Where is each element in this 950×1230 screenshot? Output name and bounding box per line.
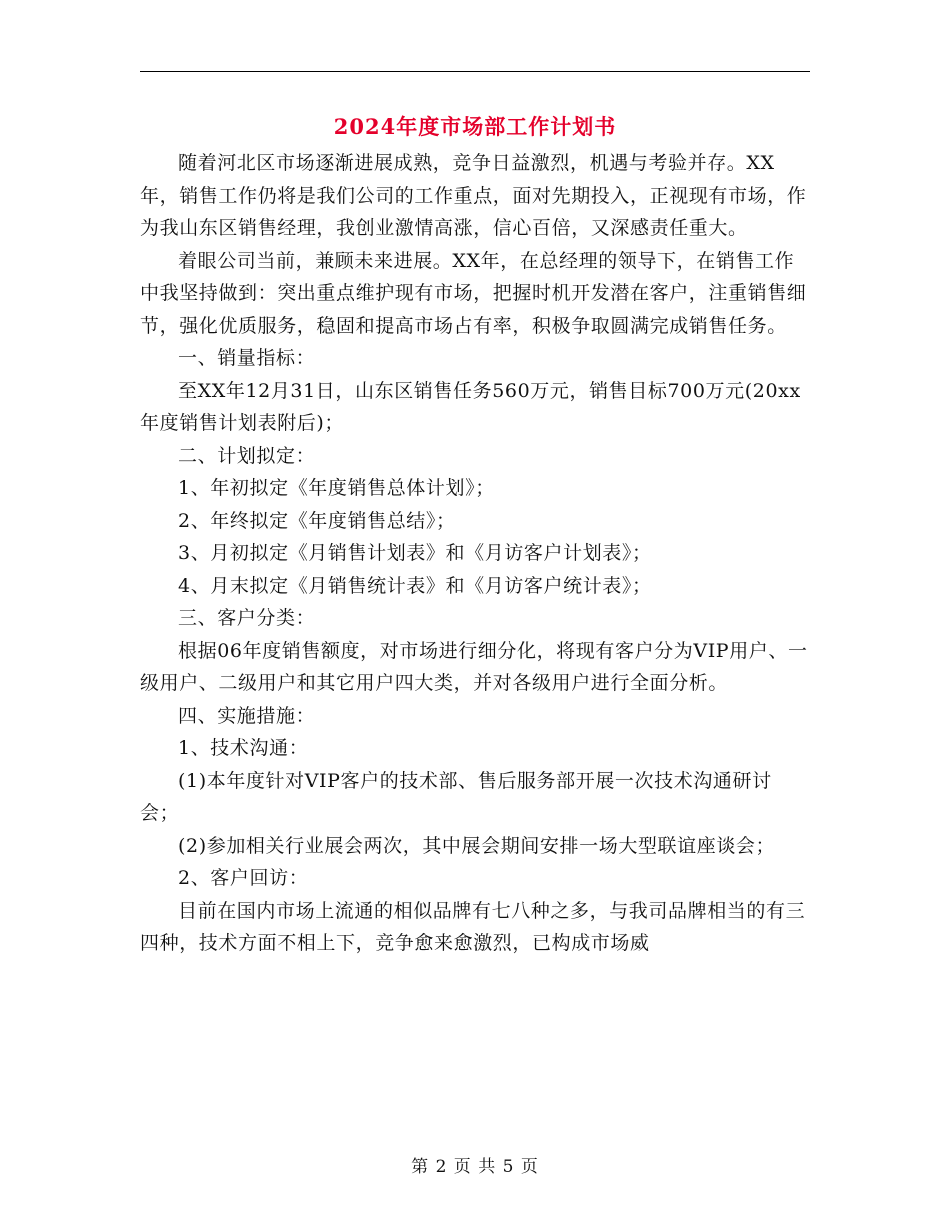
document-body [140,147,810,960]
list-item: 1、年初拟定《年度销售总体计划》； [178,477,495,499]
list-item: (1)本年度针对VIP客户的技术部、售后服务部开展一次技术沟通研讨会； [140,769,772,824]
section-heading: 二、计划拟定： [178,444,316,467]
list-item: (2)参加相关行业展会两次，其中展会期间安排一场大型联谊座谈会； [178,834,776,857]
subsection-heading: 1、技术沟通： [178,737,309,759]
section-heading: 三、客户分类： [178,607,316,629]
page-number-footer: 第 2 页 共 5 页 [411,1157,539,1177]
paragraph: 目前在国内市场上流通的相似品牌有七八种之多，与我司品牌相当的有三四种，技术方面不相上下，竞争愈来愈激烈，已构成市场威 [140,899,806,954]
paragraph: 根据06年度销售额度，对市场进行细分化，将现有客户分为VIP用户、一级用户、二级用户和其它用户四大类，并对各级用户进行全面分析。 [140,639,808,694]
list-item: 2、年终拟定《年度销售总结》； [178,509,456,532]
section-heading: 一、销量指标： [178,347,316,369]
list-item: 3、月初拟定《月销售计划表》和《月访客户计划表》； [178,542,652,564]
paragraph: 随着河北区市场逐渐进展成熟，竞争日益激烈，机遇与考验并存。XX年，销售工作仍将是我们公司的工作重点，面对先期投入，正视现有市场，作为我山东区销售经理，我创业激情高涨，信心百倍，又深感责任重大。 [140,152,807,239]
paragraph: 着眼公司当前，兼顾未来进展。XX年，在总经理的领导下，在销售工作中我坚持做到：突出重点维护现有市场，把握时机开发潜在客户，注重销售细节，强化优质服务，稳固和提高市场占有率，积极争取圆满完成销售任务。 [140,249,807,337]
list-item: 4、月末拟定《月销售统计表》和《月访客户统计表》； [178,574,652,597]
section-heading: 四、实施措施： [178,704,316,727]
document-title: 2024年度市场部工作计划书 [333,114,617,139]
subsection-heading: 2、客户回访： [178,867,309,889]
header-rule [140,71,810,72]
paragraph: 至XX年12月31日，山东区销售任务560万元，销售目标700万元(20xx年度销售计划表附后)； [140,379,801,434]
